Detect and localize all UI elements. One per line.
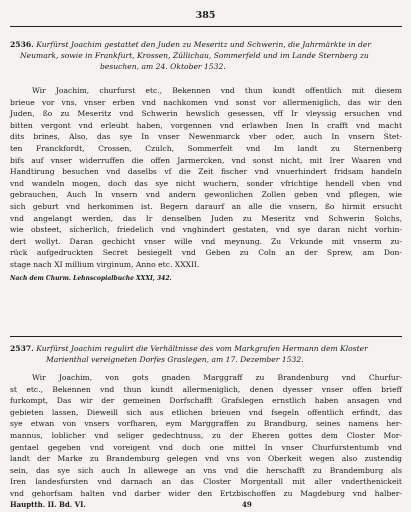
body-line: stage nach XI millium virginum, Anno etc. XXXII. [10,259,200,269]
body-line: bitten vergont vnd erleubt haben, vorgennen vnd erlawben Inen In crafft vnd macht [10,120,402,130]
body-line: bifs auf vnser widerruffen die offen Jarmercken, vnd sonst nicht, mit Irer Waaren vnd [10,155,402,165]
body-line: dits brines, Also, das sye In vnser Newenmarck vber oder, auch In vnsern Stet- [10,132,402,142]
body-line: Wir Joachim, churfurst etc., Bekennen vnd thun kundt offentlich mit diesem [32,86,402,95]
doc2-heading [10,343,402,365]
page-number: 385 [195,10,216,21]
body-line: brieue vor vns, vnser erben vnd nachkomen vnd sonst vor allermeniglich, das wir den [10,97,402,107]
footer-volume: Hauptth. II. Bd. VI. [10,500,86,509]
doc2-heading-line2: Marienthal vereigneten Dorfes Graslegen, am 17. Dezember 1532. [46,355,304,364]
body-line: mannus, loblicher vnd seliger gedechtnuss, zu der Eheren gottes dem Closter Mor- [10,430,402,440]
body-line: gebrauchen, Auch In vnsern vnd andern gewonlichen Zollen geben vnd pflegen, wie [10,190,402,200]
doc1-heading-line2: Neumark, sowie in Frankfurt, Krossen, Züllichau, Sommerfeld und im Lande Sternberg zu [20,51,369,60]
body-line: Wir Joachim, von gots gnaden Marggraff zu Brandenburg vnd Churfur- [32,373,402,382]
doc1-body [10,85,402,271]
body-line: sein, das sye sich auch In allewege an vns vnd die herschafft zu Brandemburg als [10,465,402,475]
body-line: Iren landesfursten vnd darnach an das Closter Morgentall mit aller vnderthenickeit [10,477,402,487]
body-line: sye etwan von vnsers vorfharen, eym Marggraffen zu Brandburg, seines namens her- [10,419,402,429]
body-line: furkompt, Das wir der gemeinen Dorfschafft Grafslegen ernstlich haben ansagen vnd [10,396,402,406]
top-rule [10,26,402,27]
body-line: dert wollyt. Daran gechicht vnser wille vnd meynung. Zu Vrkunde mit vnserm zu- [10,236,402,246]
doc2-heading-number: 2537. [10,344,34,353]
body-line: sich geburt vnd herkommen ist. Begern daraurf an alle die vnsern, ßo hirmit ersucht [10,201,402,211]
doc1-source-note: Nach dem Churm. Lehnscopialbuche XXXI, 342. [10,275,172,282]
body-line: landt der Marke zu Brandemburg gelegen vnd vns von Oberkeit wegen also zustendig [10,454,402,464]
body-line: gebieten lassen, Dieweill sich aus etlichen brieuen vnd fsegeln offentlich erfindt, das [10,407,402,417]
body-line: vnd gehorfsam halten vnd darber wider den Ertzbischoffen zu Magdeburg vnd halber- [10,488,402,498]
body-line: gentael gegeben vnd voreigent vnd doch one mittel In vnser Churfurstentumb vnd [10,442,402,452]
body-line: rück aufgedruckten Secret besiegelt vnd Geben zu Coln an der Sprew, am Don- [10,248,402,258]
doc1-heading-line1: Kurfürst Joachim gestattet den Juden zu Meseritz und Schwerin, die Jahrmärkte in der [36,40,371,49]
body-line: vnd wandeln mogen, doch das sye nicht wuchern, sonder vfrichtige hendell vben vnd [10,178,402,188]
doc1-heading [10,39,402,72]
body-line: st etc., Bekennen vnd thun kundt allermeniglich, denen dyesser vnser offen brieff [10,384,402,394]
body-line: ten Franckfordt, Crossen, Czulch, Sommerfelt vnd Im landt zu Sternenberg [10,143,402,153]
doc2-heading-line1: Kurfürst Joachim regulirt die Verhältnisse des vom Markgrafen Hermann dem Kloster [36,344,368,353]
doc1-heading-line3: besuchen, am 24. Oktober 1532. [100,62,226,71]
body-line: wie obsteet, sicherlich, friedelich vnd vnghindert gestaten, vnd sye daran nicht vorhin- [10,225,402,235]
body-line: vnd angelangt werden, das Ir denselben Juden zu Meseritz vnd Schwerin Solchs, [10,213,402,223]
body-line: Juden, ßo zu Meseritz vnd Schwerin hewslich gesessen, vff Ir vleyssig ersuchen vnd [10,109,402,119]
doc1-heading-number: 2536. [10,40,34,49]
footer-signature: 49 [242,500,252,509]
section-rule [10,336,402,337]
body-line: Handtirung besuchen vnd daselbs vf die Zeit fischer vnd vnuerhindert fridsam handeln [10,167,402,177]
doc2-body [10,372,402,500]
